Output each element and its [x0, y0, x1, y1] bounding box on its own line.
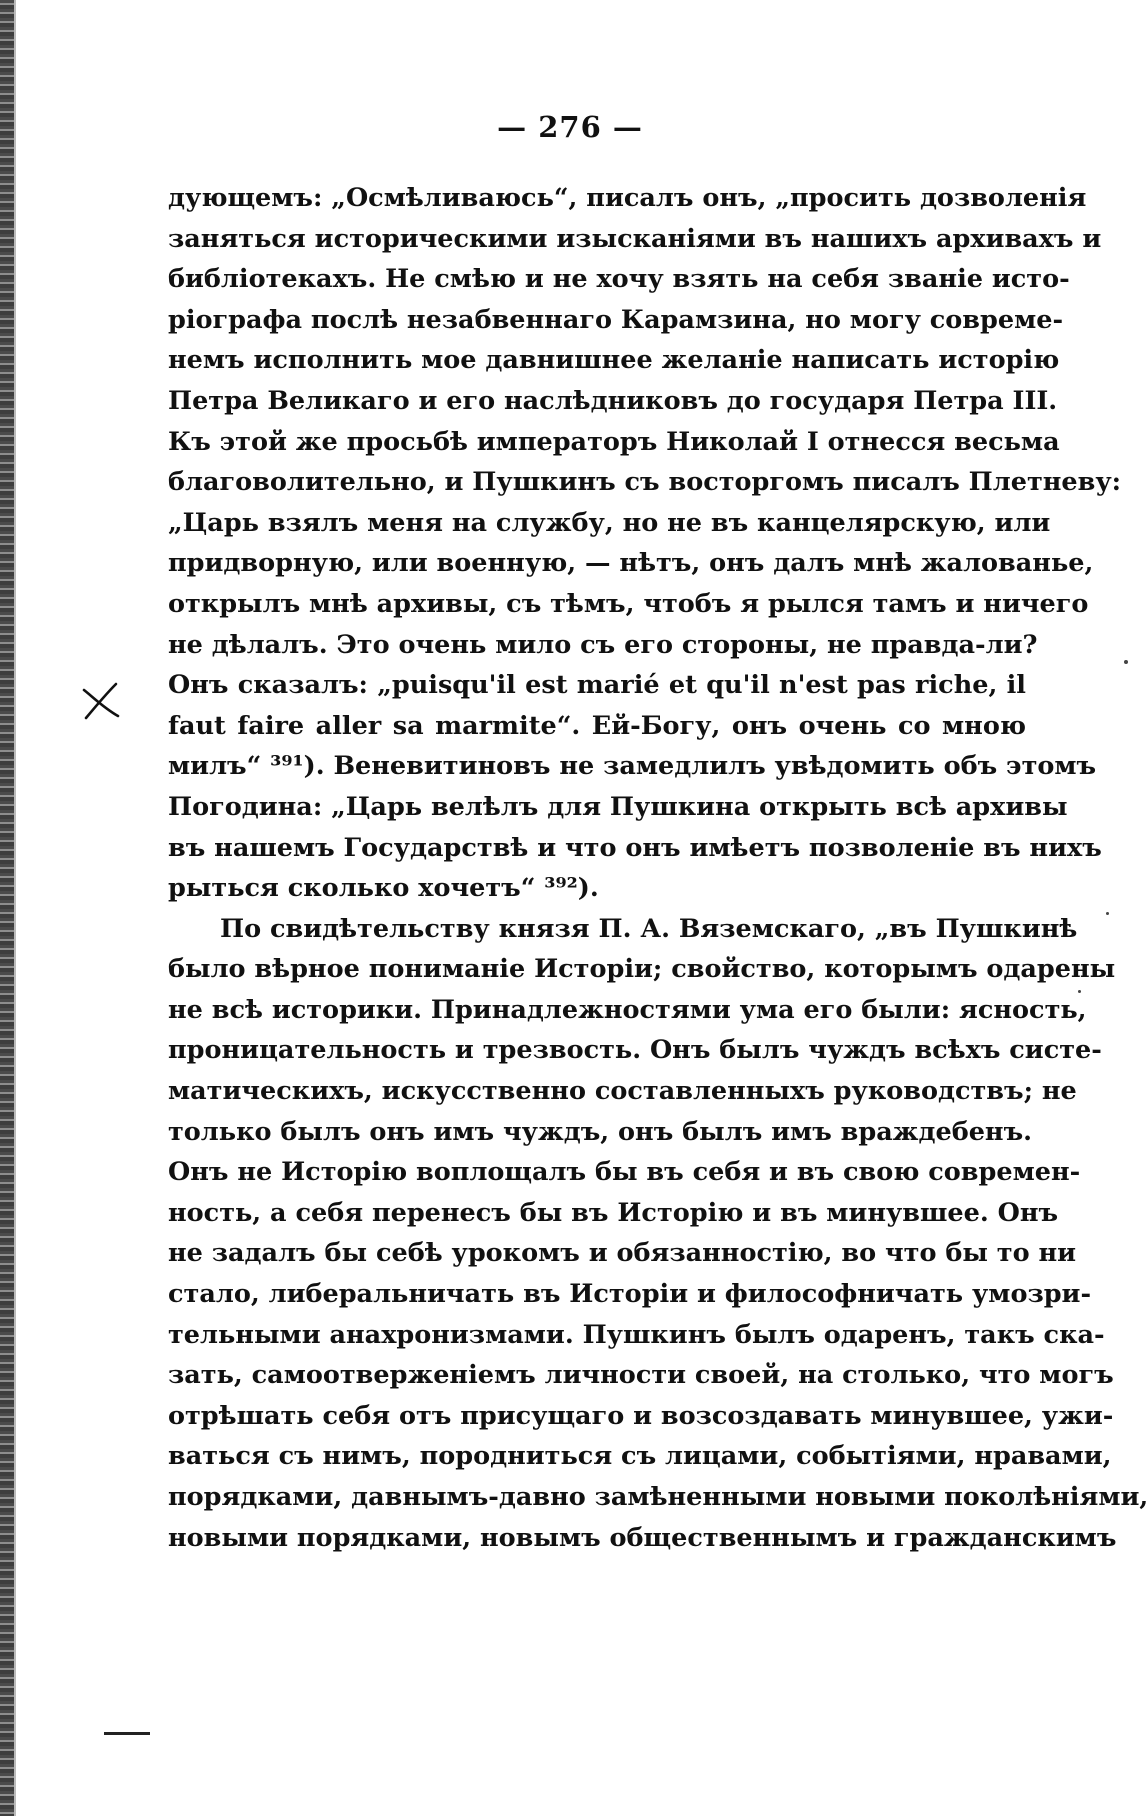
- text-line: ріографа послѣ незабвеннаго Карамзина, но могу совреме-: [168, 304, 1064, 335]
- text-line: было вѣрное пониманіе Исторіи; свойство, которымъ одарены: [168, 954, 1116, 985]
- text-line: дующемъ: „Осмѣливаюсь“, писалъ онъ, „просить дозволенія: [168, 183, 1087, 213]
- text-line: благоволительно, и Пушкинъ съ восторгомъ писалъ Плетневу:: [168, 467, 1122, 498]
- page-number: — 276 —: [497, 110, 643, 144]
- text-line: По свидѣтельству князя П. А. Вяземскаго, „въ Пушкинѣ: [220, 913, 1078, 944]
- text-line: библіотекахъ. Не смѣю и не хочу взять на себя званіе исто-: [168, 264, 1070, 295]
- body-text: [168, 178, 1148, 1558]
- text-line: Къ этой же просьбѣ императоръ Николай I отнесся весьма: [168, 426, 1060, 457]
- text-line: придворную, или военную, — нѣтъ, онъ далъ мнѣ жалованье,: [168, 548, 1094, 579]
- scan-dash-mark: [104, 1732, 150, 1735]
- text-line: стало, либеральничать въ Исторіи и философничать умозри-: [168, 1279, 1092, 1310]
- text-line: только былъ онъ имъ чуждъ, онъ былъ имъ враждебенъ.: [168, 1116, 1033, 1147]
- text-line: матическихъ, искусственно составленныхъ руководствъ; не: [168, 1076, 1077, 1107]
- text-line: открылъ мнѣ архивы, съ тѣмъ, чтобъ я рылся тамъ и ничего: [168, 588, 1089, 619]
- text-line: Онъ сказалъ: „puisqu'il est marié et qu'il n'est pas riche, il: [168, 670, 1026, 701]
- text-line: не дѣлалъ. Это очень мило съ его стороны, не правда-ли?: [168, 629, 1038, 660]
- scan-speck: [1124, 660, 1128, 664]
- text-line: ваться съ нимъ, породниться съ лицами, событіями, нравами,: [168, 1441, 1112, 1472]
- text-line: проницательность и трезвость. Онъ былъ чуждъ всѣхъ систе-: [168, 1035, 1102, 1066]
- text-line: Онъ не Исторію воплощалъ бы въ себя и въ свою современ-: [168, 1157, 1081, 1188]
- text-line: ность, а себя перенесъ бы въ Исторію и въ минувшее. Онъ: [168, 1197, 1059, 1228]
- text-line: милъ“ ³⁹¹). Веневитиновъ не замедлилъ увѣдомить объ этомъ: [168, 751, 1097, 782]
- text-line: не задалъ бы себѣ урокомъ и обязанностію, во что бы то ни: [168, 1238, 1077, 1269]
- text-line: рыться сколько хочетъ“ ³⁹²).: [168, 873, 599, 904]
- text-line: порядками, давнымъ-давно замѣненными новыми поколѣніями,: [168, 1482, 1148, 1512]
- text-line: „Царь взялъ меня на службу, но не въ канцелярскую, или: [168, 507, 1051, 538]
- text-line: заняться историческими изысканіями въ нашихъ архивахъ и: [168, 223, 1102, 254]
- text-line: немъ исполнить мое давнишнее желаніе написать исторію: [168, 345, 1060, 376]
- text-line: тельными анахронизмами. Пушкинъ былъ одаренъ, такъ ска-: [168, 1319, 1105, 1350]
- book-binding-edge: [0, 0, 14, 1816]
- text-line: Погодина: „Царь велѣлъ для Пушкина открыть всѣ архивы: [168, 791, 1068, 822]
- page-gutter: [14, 0, 16, 1816]
- text-line: зать, самоотверженіемъ личности своей, на столько, что могъ: [168, 1360, 1114, 1391]
- text-line: отрѣшать себя отъ присущаго и возсоздавать минувшее, ужи-: [168, 1400, 1114, 1431]
- scan-speck: [1078, 990, 1081, 993]
- text-line: въ нашемъ Государствѣ и что онъ имѣетъ позволеніе въ нихъ: [168, 832, 1102, 863]
- margin-cross-mark-icon: [80, 680, 122, 722]
- text-line: Петра Великаго и его наслѣдниковъ до государя Петра III.: [168, 385, 1058, 416]
- text-line: faut faire aller sa marmite“. Ей-Богу, онъ очень со мною: [168, 710, 1026, 741]
- text-line: новыми порядками, новымъ общественнымъ и гражданскимъ: [168, 1522, 1117, 1553]
- text-line: не всѣ историки. Принадлежностями ума его были: ясность,: [168, 994, 1087, 1025]
- scan-speck: [1106, 912, 1109, 915]
